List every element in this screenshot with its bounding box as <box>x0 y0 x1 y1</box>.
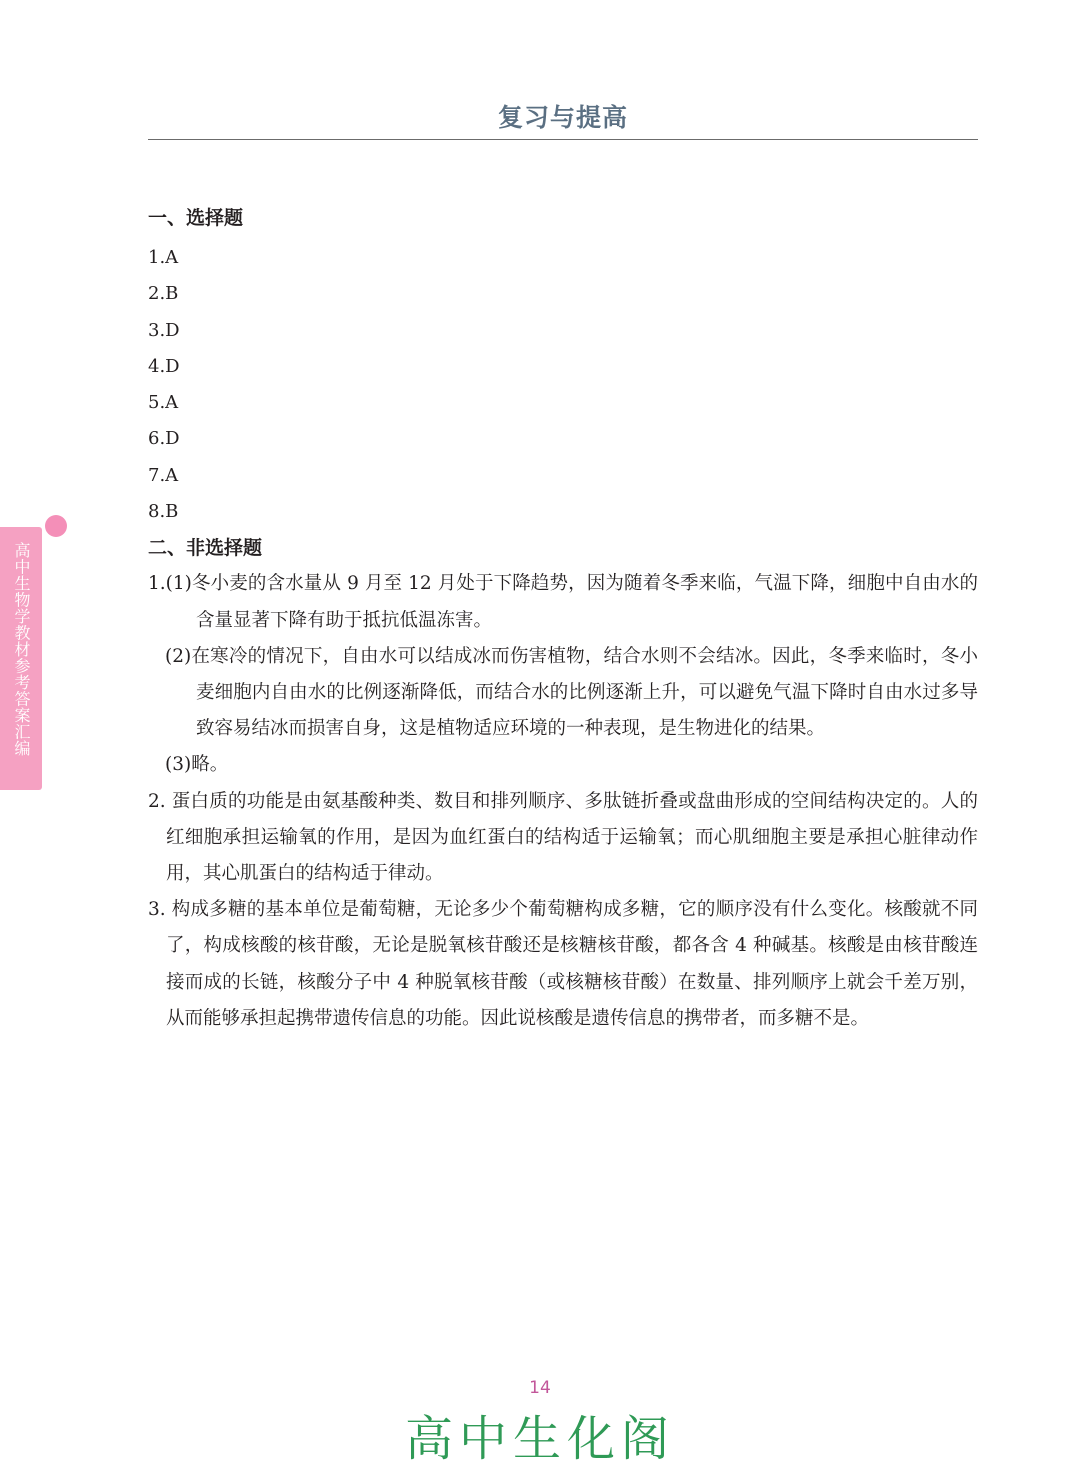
answer-item: 7.A <box>148 464 179 486</box>
section-heading-free-response: 二、非选择题 <box>148 537 263 560</box>
answer-q1-part1: 1.(1)冬小麦的含水量从 9 月至 12 月处于下降趋势，因为随着冬季来临，气温下降，细胞中自由水的含量显著下降有助于抵抗低温冻害。 <box>148 573 978 631</box>
answer-content <box>148 200 978 1037</box>
answer-item: 3.D <box>148 319 180 341</box>
side-tab-dot <box>45 515 67 537</box>
watermark: 高中生化阁 <box>404 1411 675 1467</box>
answer-q1-part2: (2)在寒冷的情况下，自由水可以结成冰而伤害植物，结合水则不会结冰。因此，冬季来临时，冬小麦细胞内自由水的比例逐渐降低，而结合水的比例逐渐上升，可以避免气温下降时自由水过多导致容易结冰而损害自身，这是植物适应环境的一种表现，是生物进化的结果。 <box>165 645 978 740</box>
page-number: 14 <box>529 1378 551 1398</box>
side-tab-label: 高中生物学教材参考答案汇编 <box>12 542 31 757</box>
answer-q1-part3: (3)略。 <box>165 754 229 776</box>
answer-item: 2.B <box>148 283 179 305</box>
answer-item: 1.A <box>148 247 179 268</box>
answer-item: 4.D <box>148 355 180 377</box>
page-title: 复习与提高 <box>497 103 628 132</box>
title-divider <box>148 139 978 140</box>
answer-item: 5.A <box>148 392 179 414</box>
answer-q2: 2. 蛋白质的功能是由氨基酸种类、数目和排列顺序、多肽链折叠或盘曲形成的空间结构决定的。人的红细胞承担运输氧的作用，是因为血红蛋白的结构适于运输氧；而心肌细胞主要是承担心脏律动作用，其心肌蛋白的结构适于律动。 <box>148 790 978 884</box>
answer-item: 6.D <box>148 428 180 450</box>
section-heading-multiple-choice: 一、选择题 <box>148 207 244 229</box>
answer-item: 8.B <box>148 501 179 523</box>
multiple-choice-answers <box>148 240 978 530</box>
answer-q3: 3. 构成多糖的基本单位是葡萄糖，无论多少个葡萄糖构成多糖，它的顺序没有什么变化。核酸就不同了，构成核酸的核苷酸，无论是脱氧核苷酸还是核糖核苷酸，都各含 4 种碱基。核酸是由核苷酸连接而成的长链，核酸分子中 4 种脱氧核苷酸（或核糖核苷酸）在数量、排列顺序上就会千差万别，从而能够承担起携带遗传信息的功能。因此说核酸是遗传信息的携带者，而多糖不是。 <box>148 899 978 1029</box>
